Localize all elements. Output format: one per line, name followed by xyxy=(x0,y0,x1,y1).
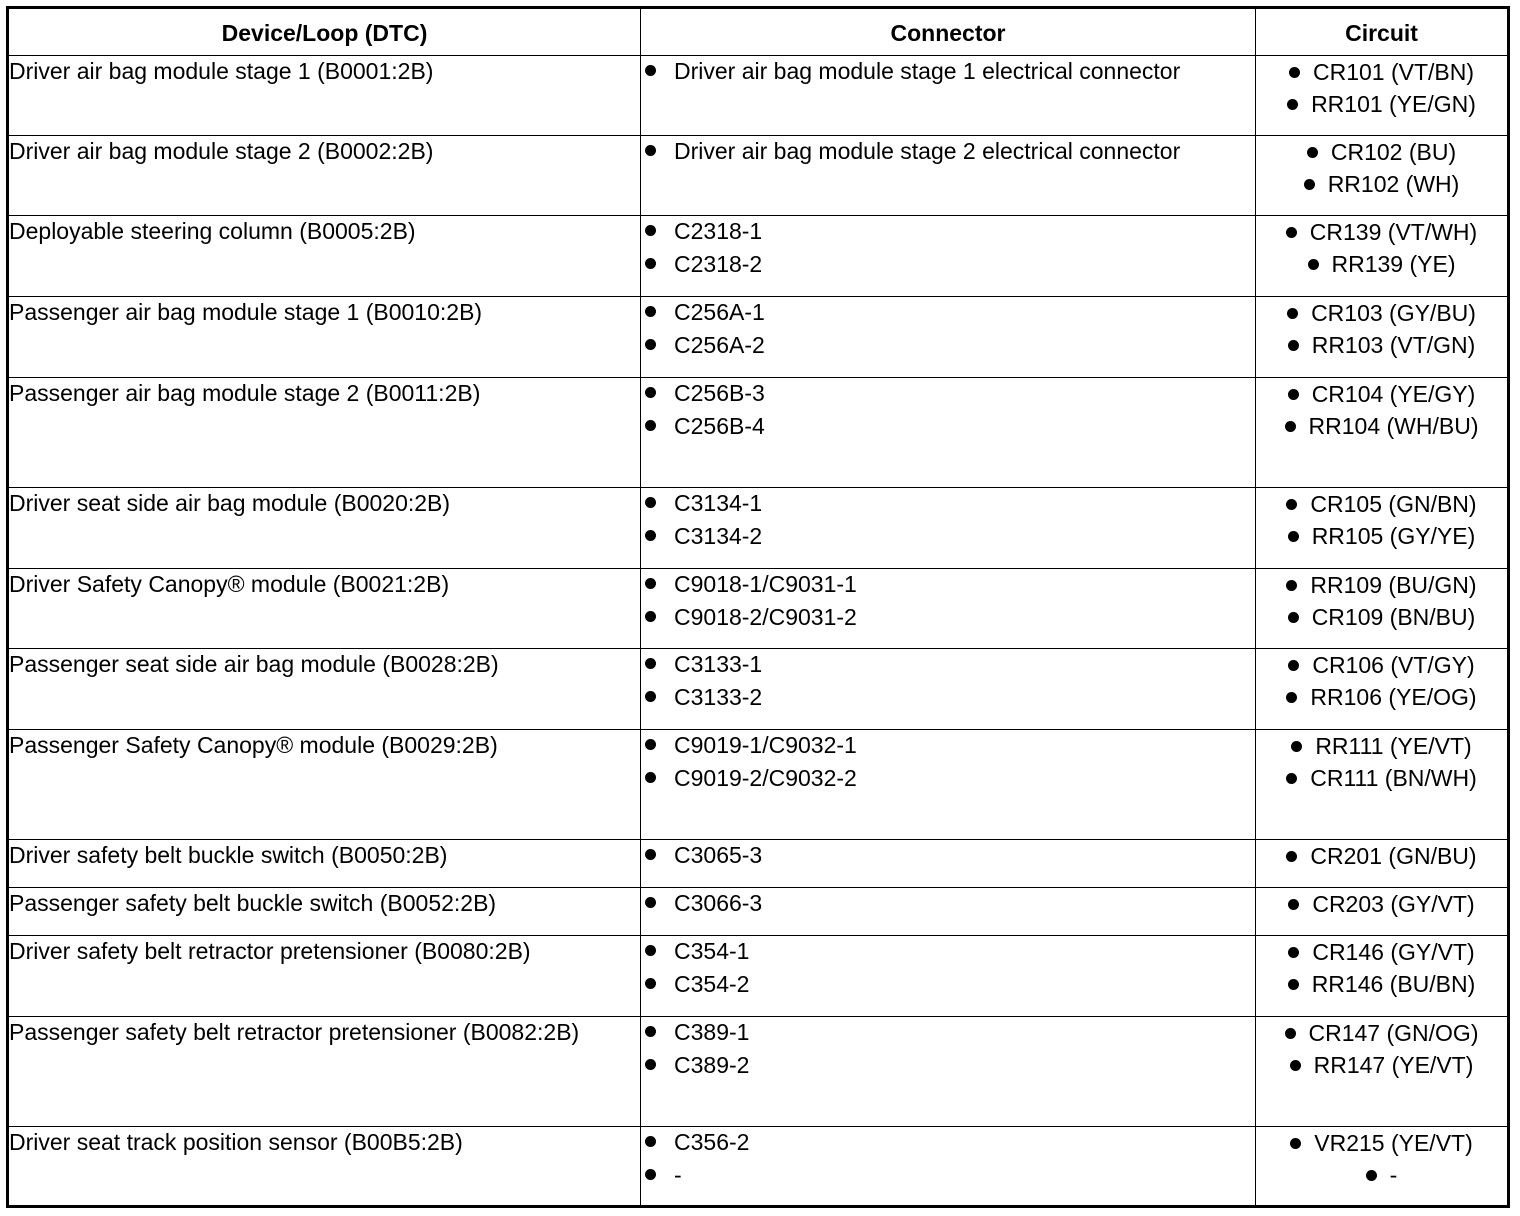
circuit-text: CR139 (VT/WH) xyxy=(1309,219,1478,246)
circuit-cell xyxy=(1256,730,1509,840)
connector-item xyxy=(641,649,1255,679)
bullet-icon xyxy=(645,65,656,76)
circuit-item xyxy=(1256,488,1507,520)
connector-text: Driver air bag module stage 2 electrical connector xyxy=(674,138,1181,165)
connector-cell xyxy=(641,840,1256,888)
circuit-list xyxy=(1256,297,1507,361)
circuit-item xyxy=(1256,1159,1507,1191)
circuit-item xyxy=(1256,936,1507,968)
connector-list xyxy=(641,297,1255,360)
circuit-text: CR106 (VT/GY) xyxy=(1312,651,1475,678)
device-cell: Driver air bag module stage 1 (B0001:2B) xyxy=(8,56,641,136)
connector-item xyxy=(641,763,1255,793)
bullet-icon xyxy=(645,225,656,236)
bullet-icon xyxy=(1286,499,1297,510)
bullet-icon xyxy=(645,339,656,350)
circuit-item xyxy=(1256,1017,1507,1049)
bullet-icon xyxy=(1285,1028,1296,1039)
connector-text: C354-1 xyxy=(674,938,750,965)
circuit-item xyxy=(1256,888,1507,920)
device-cell: Passenger air bag module stage 2 (B0011:2B) xyxy=(8,377,641,487)
circuit-cell xyxy=(1256,216,1509,297)
connector-text: C3133-2 xyxy=(674,683,763,710)
circuit-cell xyxy=(1256,297,1509,377)
connector-item xyxy=(641,56,1255,86)
connector-list xyxy=(641,216,1255,279)
table-row xyxy=(8,1016,1509,1126)
connector-text: C9019-1/C9032-1 xyxy=(674,732,857,759)
circuit-item xyxy=(1256,329,1507,361)
connector-text: C9018-1/C9031-1 xyxy=(674,570,857,597)
connector-item xyxy=(641,216,1255,246)
circuit-item xyxy=(1256,1127,1507,1159)
circuit-list xyxy=(1256,936,1507,1000)
connector-list xyxy=(641,56,1255,86)
bullet-icon xyxy=(645,658,656,669)
device-cell: Passenger Safety Canopy® module (B0029:2B) xyxy=(8,730,641,840)
circuit-list xyxy=(1256,730,1507,794)
connector-cell xyxy=(641,1126,1256,1206)
connector-cell xyxy=(641,216,1256,297)
circuit-text: CR101 (VT/BN) xyxy=(1312,59,1475,85)
connector-item xyxy=(641,569,1255,599)
circuit-text: RR106 (YE/OG) xyxy=(1310,683,1477,710)
table-row xyxy=(8,840,1509,888)
circuit-text: RR105 (GY/YE) xyxy=(1311,522,1476,549)
bullet-icon xyxy=(645,145,656,156)
table-body xyxy=(8,56,1509,1207)
connector-text: C2318-1 xyxy=(674,218,763,245)
bullet-icon xyxy=(645,1059,656,1070)
bullet-icon xyxy=(1286,773,1297,784)
circuit-item xyxy=(1256,649,1507,681)
device-cell: Driver Safety Canopy® module (B0021:2B) xyxy=(8,568,641,648)
bullet-icon xyxy=(645,945,656,956)
connector-text: C9018-2/C9031-2 xyxy=(674,603,857,630)
connector-item xyxy=(641,1017,1255,1047)
connector-item xyxy=(641,969,1255,999)
connector-text: C256B-4 xyxy=(674,412,765,439)
circuit-list xyxy=(1256,1017,1507,1081)
table-row xyxy=(8,648,1509,729)
dtc-table xyxy=(6,6,1510,1208)
circuit-item xyxy=(1256,216,1507,248)
circuit-item xyxy=(1256,168,1507,200)
circuit-item xyxy=(1256,378,1507,410)
circuit-text: CR201 (GN/BU) xyxy=(1310,843,1477,870)
connector-cell xyxy=(641,487,1256,568)
device-cell: Driver seat side air bag module (B0020:2B) xyxy=(8,487,641,568)
circuit-text: CR103 (GY/BU) xyxy=(1311,300,1476,327)
circuit-item xyxy=(1256,681,1507,713)
connector-item xyxy=(641,1160,1255,1190)
circuit-cell xyxy=(1256,1126,1509,1206)
bullet-icon xyxy=(1307,147,1318,158)
circuit-text: CR105 (GN/BN) xyxy=(1310,490,1477,517)
circuit-text: VR215 (YE/VT) xyxy=(1314,1129,1473,1156)
table-row xyxy=(8,216,1509,297)
bullet-icon xyxy=(645,1136,656,1147)
connector-item xyxy=(641,888,1255,918)
circuit-item xyxy=(1256,569,1507,601)
bullet-icon xyxy=(1288,340,1299,351)
bullet-icon xyxy=(645,420,656,431)
bullet-icon xyxy=(645,897,656,908)
connector-text: C256A-1 xyxy=(674,299,765,326)
circuit-item xyxy=(1256,56,1507,88)
circuit-item xyxy=(1256,248,1507,280)
circuit-text: RR103 (VT/GN) xyxy=(1311,332,1476,359)
circuit-item xyxy=(1256,601,1507,633)
bullet-icon xyxy=(1286,851,1297,862)
circuit-text: RR139 (YE) xyxy=(1331,251,1456,278)
connector-list xyxy=(641,649,1255,712)
circuit-text: CR102 (BU) xyxy=(1330,139,1457,166)
connector-item xyxy=(641,602,1255,632)
circuit-text: CR109 (BN/BU) xyxy=(1311,603,1476,630)
bullet-icon xyxy=(1308,259,1319,270)
connector-list xyxy=(641,888,1255,918)
circuit-item xyxy=(1256,968,1507,1000)
connector-cell xyxy=(641,648,1256,729)
connector-text: C3065-3 xyxy=(674,842,763,869)
circuit-list xyxy=(1256,136,1507,200)
device-cell: Passenger seat side air bag module (B0028:2B) xyxy=(8,648,641,729)
bullet-icon xyxy=(1286,692,1297,703)
connector-text: C256A-2 xyxy=(674,332,765,359)
bullet-icon xyxy=(1304,179,1315,190)
circuit-list xyxy=(1256,488,1507,552)
bullet-icon xyxy=(1285,421,1296,432)
circuit-cell xyxy=(1256,1016,1509,1126)
bullet-icon xyxy=(645,497,656,508)
device-cell: Deployable steering column (B0005:2B) xyxy=(8,216,641,297)
connector-text: C3066-3 xyxy=(674,890,763,917)
circuit-text: CR104 (YE/GY) xyxy=(1311,380,1476,407)
connector-cell xyxy=(641,568,1256,648)
table-row xyxy=(8,1126,1509,1206)
connector-cell xyxy=(641,936,1256,1016)
circuit-text: RR102 (WH) xyxy=(1327,171,1460,198)
connector-list xyxy=(641,569,1255,632)
connector-cell xyxy=(641,56,1256,136)
connector-text: C9019-2/C9032-2 xyxy=(674,765,857,792)
connector-item xyxy=(641,488,1255,518)
circuit-text: RR101 (YE/GN) xyxy=(1311,91,1476,117)
connector-cell xyxy=(641,136,1256,216)
bullet-icon xyxy=(1287,308,1298,319)
bullet-icon xyxy=(1288,660,1299,671)
device-cell: Driver air bag module stage 2 (B0002:2B) xyxy=(8,136,641,216)
bullet-icon xyxy=(1288,531,1299,542)
connector-text: C3133-1 xyxy=(674,650,763,677)
connector-text: C3134-1 xyxy=(674,489,763,516)
device-cell: Passenger safety belt retractor pretensioner (B0082:2B) xyxy=(8,1016,641,1126)
bullet-icon xyxy=(1290,1060,1301,1071)
header-device: Device/Loop (DTC) xyxy=(8,8,641,56)
circuit-item xyxy=(1256,730,1507,762)
circuit-item xyxy=(1256,136,1507,168)
connector-text: C2318-2 xyxy=(674,251,763,278)
connector-text: Driver air bag module stage 1 electrical connector xyxy=(674,58,1181,84)
connector-item xyxy=(641,330,1255,360)
device-cell: Driver safety belt retractor pretensioner (B0080:2B) xyxy=(8,936,641,1016)
bullet-icon xyxy=(645,306,656,317)
connector-list xyxy=(641,1127,1255,1190)
circuit-text: RR147 (YE/VT) xyxy=(1313,1051,1474,1078)
connector-text: C389-2 xyxy=(674,1051,750,1078)
device-cell: Passenger safety belt buckle switch (B0052:2B) xyxy=(8,888,641,936)
circuit-item xyxy=(1256,410,1507,442)
bullet-icon xyxy=(1366,1170,1377,1181)
connector-text: C256B-3 xyxy=(674,379,765,406)
table-row xyxy=(8,487,1509,568)
bullet-icon xyxy=(1290,1138,1301,1149)
table-row xyxy=(8,56,1509,136)
connector-item xyxy=(641,840,1255,870)
connector-cell xyxy=(641,377,1256,487)
table-row xyxy=(8,297,1509,377)
bullet-icon xyxy=(1286,227,1297,238)
circuit-cell xyxy=(1256,568,1509,648)
connector-item xyxy=(641,249,1255,279)
circuit-cell xyxy=(1256,888,1509,936)
circuit-text: - xyxy=(1389,1161,1398,1188)
circuit-list xyxy=(1256,1127,1507,1191)
connector-list xyxy=(641,378,1255,441)
circuit-item xyxy=(1256,297,1507,329)
bullet-icon xyxy=(1291,741,1302,752)
connector-cell xyxy=(641,297,1256,377)
bullet-icon xyxy=(645,530,656,541)
bullet-icon xyxy=(1289,67,1300,78)
bullet-icon xyxy=(645,611,656,622)
connector-item xyxy=(641,730,1255,760)
circuit-cell xyxy=(1256,377,1509,487)
bullet-icon xyxy=(1288,979,1299,990)
bullet-icon xyxy=(645,258,656,269)
table-row xyxy=(8,377,1509,487)
circuit-text: RR104 (WH/BU) xyxy=(1308,412,1479,439)
circuit-list xyxy=(1256,378,1507,442)
table-row xyxy=(8,568,1509,648)
connector-list xyxy=(641,488,1255,551)
circuit-text: CR147 (GN/OG) xyxy=(1308,1019,1479,1046)
circuit-list xyxy=(1256,840,1507,872)
circuit-list xyxy=(1256,56,1507,120)
connector-item xyxy=(641,1050,1255,1080)
circuit-cell xyxy=(1256,936,1509,1016)
bullet-icon xyxy=(645,578,656,589)
circuit-text: CR203 (GY/VT) xyxy=(1312,891,1475,918)
circuit-text: RR111 (YE/VT) xyxy=(1315,733,1472,760)
header-connector: Connector xyxy=(641,8,1256,56)
connector-list xyxy=(641,840,1255,870)
circuit-item xyxy=(1256,840,1507,872)
circuit-text: CR146 (GY/VT) xyxy=(1312,939,1475,966)
device-cell: Passenger air bag module stage 1 (B0010:2B) xyxy=(8,297,641,377)
device-cell: Driver safety belt buckle switch (B0050:2B) xyxy=(8,840,641,888)
table-row xyxy=(8,730,1509,840)
bullet-icon xyxy=(645,1169,656,1180)
bullet-icon xyxy=(1287,99,1298,110)
connector-cell xyxy=(641,888,1256,936)
bullet-icon xyxy=(1288,947,1299,958)
connector-text: - xyxy=(674,1161,682,1188)
circuit-cell xyxy=(1256,487,1509,568)
bullet-icon xyxy=(1288,389,1299,400)
connector-item xyxy=(641,682,1255,712)
bullet-icon xyxy=(645,387,656,398)
connector-text: C356-2 xyxy=(674,1128,750,1155)
circuit-cell xyxy=(1256,136,1509,216)
connector-list xyxy=(641,136,1255,166)
bullet-icon xyxy=(645,1026,656,1037)
circuit-item xyxy=(1256,1049,1507,1081)
circuit-item xyxy=(1256,762,1507,794)
connector-text: C3134-2 xyxy=(674,522,763,549)
circuit-list xyxy=(1256,569,1507,633)
connector-list xyxy=(641,1017,1255,1080)
table-row xyxy=(8,888,1509,936)
circuit-text: RR109 (BU/GN) xyxy=(1310,571,1477,598)
bullet-icon xyxy=(1288,899,1299,910)
connector-list xyxy=(641,936,1255,999)
connector-item xyxy=(641,378,1255,408)
connector-text: C354-2 xyxy=(674,971,750,998)
circuit-text: CR111 (BN/WH) xyxy=(1310,765,1477,792)
bullet-icon xyxy=(1288,612,1299,623)
bullet-icon xyxy=(645,772,656,783)
bullet-icon xyxy=(645,739,656,750)
table-row xyxy=(8,136,1509,216)
bullet-icon xyxy=(645,849,656,860)
circuit-list xyxy=(1256,216,1507,280)
connector-cell xyxy=(641,730,1256,840)
circuit-cell xyxy=(1256,648,1509,729)
connector-item xyxy=(641,411,1255,441)
circuit-item xyxy=(1256,520,1507,552)
circuit-text: RR146 (BU/BN) xyxy=(1311,971,1476,998)
device-cell: Driver seat track position sensor (B00B5:2B) xyxy=(8,1126,641,1206)
circuit-item xyxy=(1256,88,1507,120)
connector-text: C389-1 xyxy=(674,1018,750,1045)
circuit-list xyxy=(1256,649,1507,713)
bullet-icon xyxy=(1286,580,1297,591)
connector-item xyxy=(641,297,1255,327)
circuit-cell xyxy=(1256,56,1509,136)
connector-item xyxy=(641,936,1255,966)
connector-item xyxy=(641,521,1255,551)
bullet-icon xyxy=(645,978,656,989)
header-circuit: Circuit xyxy=(1256,8,1509,56)
connector-cell xyxy=(641,1016,1256,1126)
connector-list xyxy=(641,730,1255,793)
connector-item xyxy=(641,136,1255,166)
bullet-icon xyxy=(645,691,656,702)
connector-item xyxy=(641,1127,1255,1157)
circuit-cell xyxy=(1256,840,1509,888)
table-row xyxy=(8,936,1509,1016)
circuit-list xyxy=(1256,888,1507,920)
header-row xyxy=(8,8,1509,56)
